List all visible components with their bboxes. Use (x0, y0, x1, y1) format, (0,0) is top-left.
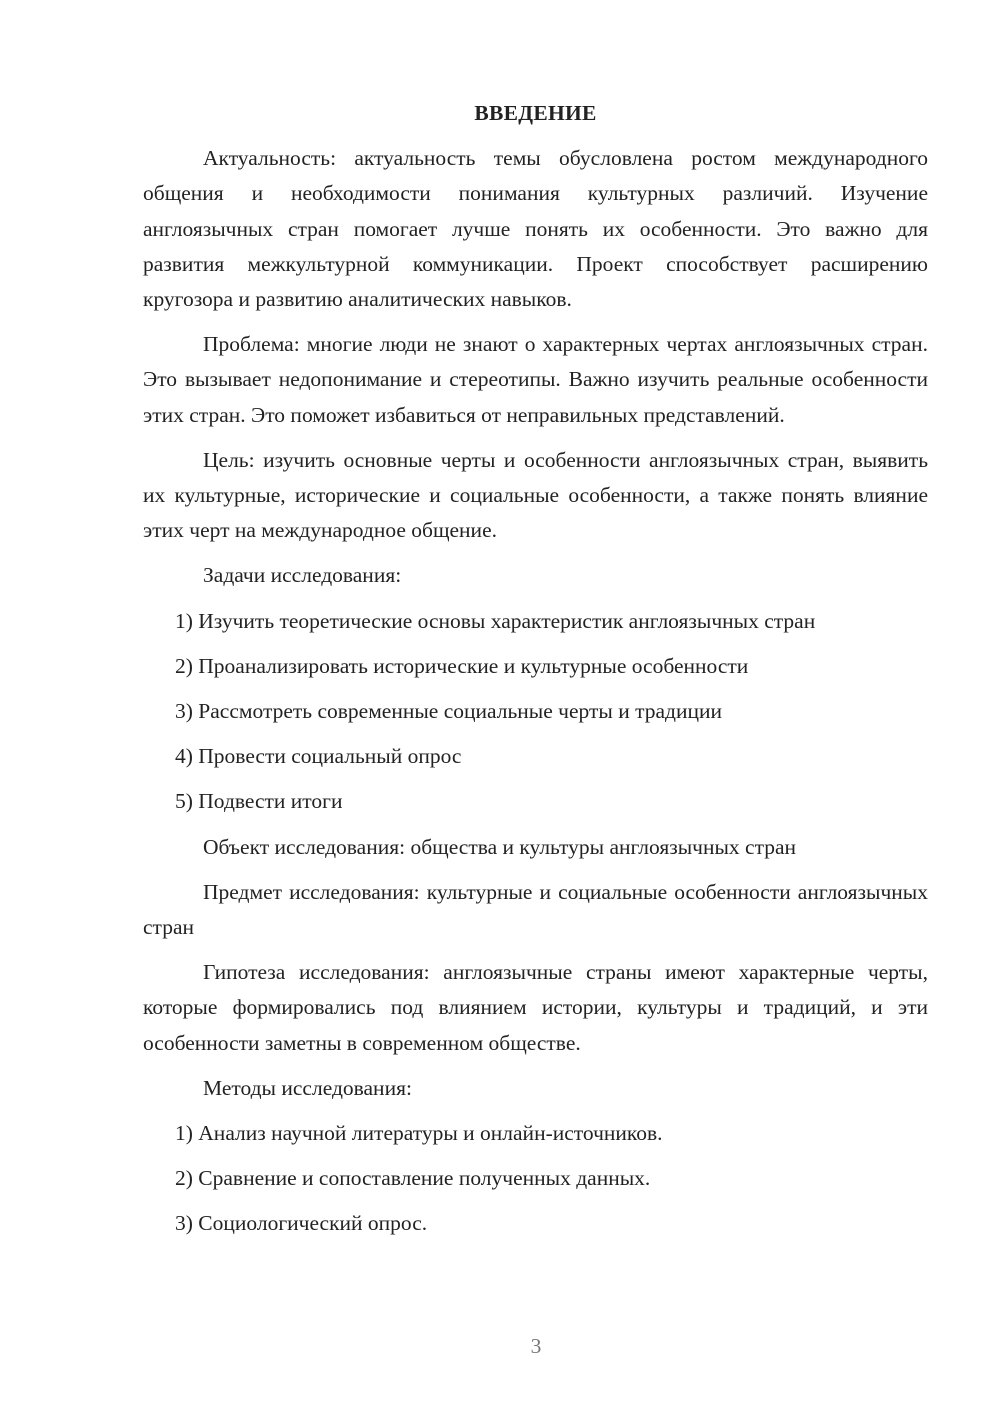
list-item: 5) Подвести итоги (175, 789, 343, 814)
page-title: ВВЕДЕНИЕ (474, 101, 597, 125)
list-item: 2) Сравнение и сопоставление полученных данных. (175, 1166, 651, 1191)
tasks-list (143, 604, 928, 820)
list-item: 1) Изучить теоретические основы характеристик англоязычных стран (175, 608, 816, 633)
list-item: 3) Рассмотреть современные социальные черты и традиции (175, 699, 723, 724)
methods-heading: Методы исследования: (203, 1075, 412, 1100)
list-item: 4) Провести социальный опрос (175, 744, 462, 769)
hypothesis-paragraph: Гипотеза исследования: англоязычные страны имеют характерные черты, которые формировались под влиянием истории, культуры и традиций, и эти особенности заметны в современном обществе. (143, 960, 928, 1055)
problem-paragraph: Проблема: многие люди не знают о характерных чертах англоязычных стран. Это вызывает недопонимание и стереотипы. Важно изучить реальные особенности этих стран. Это поможет избавиться от неправильных представлений. (143, 332, 928, 427)
document-page (143, 96, 928, 1252)
object-paragraph: Объект исследования: общества и культуры англоязычных стран (203, 834, 797, 859)
list-item: 2) Проанализировать исторические и культурные особенности (175, 653, 749, 678)
list-item: 1) Анализ научной литературы и онлайн-источников. (175, 1121, 663, 1146)
goal-paragraph: Цель: изучить основные черты и особенности англоязычных стран, выявить их культурные, исторические и социальные особенности, а также понять влияние этих черт на международное общение. (143, 447, 928, 543)
relevance-paragraph: Актуальность: актуальность темы обусловлена ростом международного общения и необходимости понимания культурных различий. Изучение англоязычных стран помогает лучше понять их особенности. Это важно для развития межкультурной коммуникации. Проект способствует расширению кругозора и развитию аналитических навыков. (143, 146, 928, 312)
page-number: 3 (530, 1334, 542, 1358)
tasks-heading: Задачи исследования: (203, 563, 402, 588)
methods-list (143, 1116, 928, 1242)
subject-paragraph: Предмет исследования: культурные и социальные особенности англоязычных стран (143, 879, 928, 940)
list-item: 3) Социологический опрос. (175, 1211, 428, 1236)
